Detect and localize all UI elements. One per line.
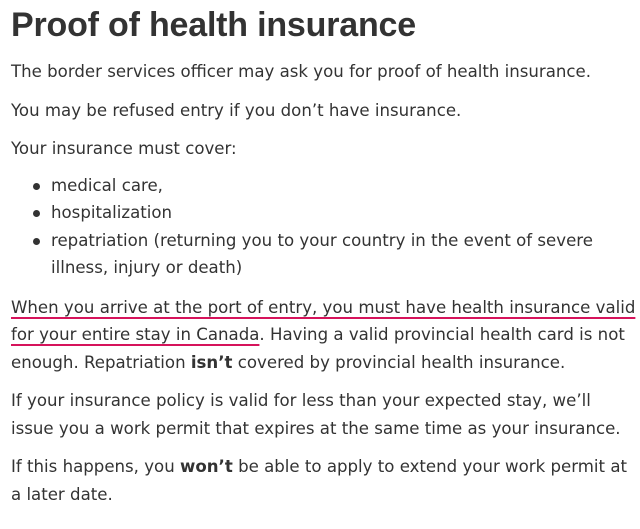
list-item (51, 227, 636, 282)
list-item (51, 199, 636, 227)
bullet-icon (33, 183, 40, 190)
intro-paragraph: The border services officer may ask you for proof of health insurance. (11, 62, 592, 81)
arrival-paragraph (11, 294, 636, 377)
arrival-text-b: covered by provincial health insurance. (232, 352, 566, 372)
article (11, 0, 636, 508)
arrival-text-a: . Having a valid provincial health card is not enough. Repatriation (11, 325, 625, 372)
validity-paragraph: If your insurance policy is valid for less than your expected stay, we’ll issue you a work permit that expires at the same time as your insurance. (11, 391, 621, 438)
extension-text-b: be able to apply to extend your work permit at a later date. (11, 457, 627, 504)
arrival-bold: isn’t (190, 352, 233, 372)
coverage-intro: Your insurance must cover: (11, 139, 237, 158)
extension-paragraph (11, 453, 636, 508)
bullet-icon (33, 210, 40, 217)
list-item-text: medical care, (51, 175, 163, 195)
page-title: Proof of health insurance (11, 6, 416, 44)
coverage-list (11, 172, 636, 282)
extension-text-a: If this happens, you (11, 457, 181, 476)
refusal-paragraph: You may be refused entry if you don’t have insurance. (11, 100, 462, 120)
list-item-text: repatriation (returning you to your country in the event of severe illness, injury or death) (51, 230, 593, 277)
list-item (51, 172, 636, 200)
list-item-text: hospitalization (51, 203, 173, 222)
bullet-icon (33, 238, 40, 245)
extension-bold: won’t (180, 457, 233, 476)
highlighted-requirement: When you arrive at the port of entry, you must have health insurance valid for your entire stay in Canada (11, 297, 636, 344)
